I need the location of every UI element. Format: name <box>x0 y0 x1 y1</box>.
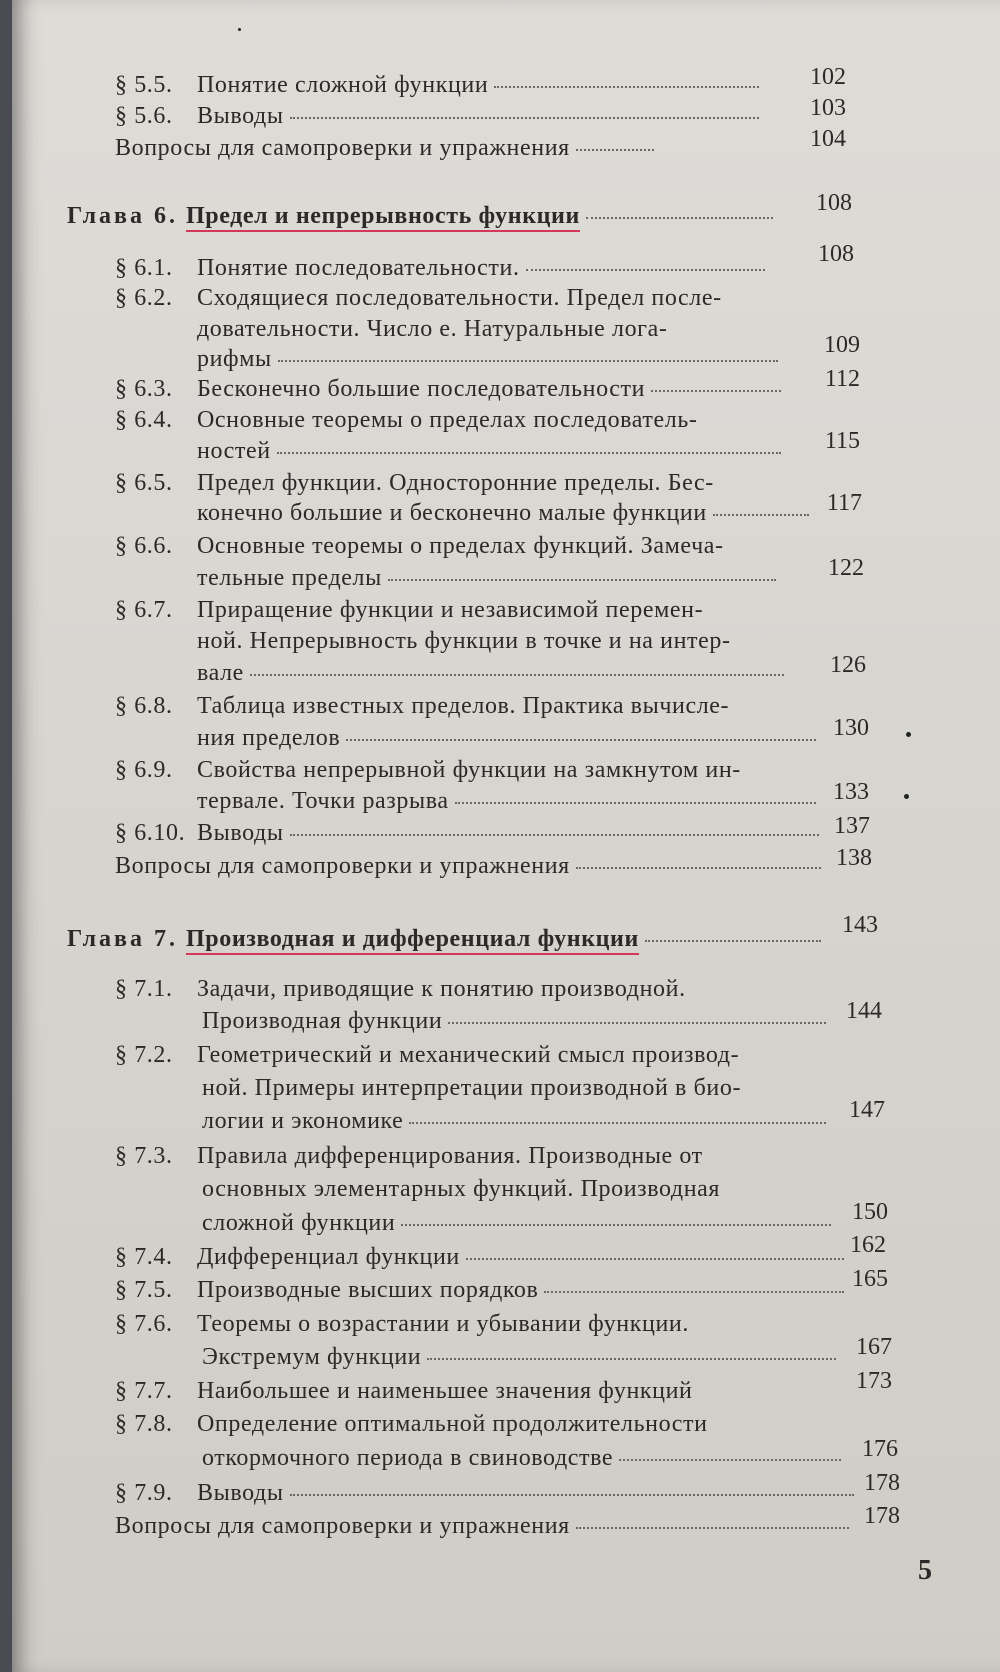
dot-leader <box>576 1527 849 1529</box>
toc-entry-7-3 <box>115 1143 852 1170</box>
entry-title-line: конечно большие и бесконечно малые функции <box>197 500 815 527</box>
dot-leader <box>494 86 759 88</box>
page-number: 147 <box>849 1097 885 1123</box>
page-number: 103 <box>810 95 846 121</box>
entry-title-line: откормочного периода в свиноводстве <box>202 1445 847 1472</box>
dot-leader <box>455 802 816 804</box>
entry-title: Определение оптимальной продолжительности <box>197 1411 708 1437</box>
toc-entry-7-1 <box>115 976 850 1003</box>
entry-title-line: рифмы <box>197 346 784 373</box>
entry-title: Вопросы для самопроверки и упражнения <box>115 853 570 879</box>
toc-entry-6-8 <box>115 693 795 720</box>
page-number: 137 <box>834 813 870 839</box>
toc-entry-6-10 <box>115 820 825 847</box>
entry-title-line: тельные пределы <box>197 565 782 592</box>
toc-entry-questions-7 <box>115 1513 855 1540</box>
ink-speck <box>906 732 911 737</box>
toc-entry-6-9 <box>115 757 797 784</box>
entry-title: Предел функции. Односторонние пределы. Бес- <box>197 470 714 496</box>
entry-title: Понятие последовательности. <box>197 255 520 281</box>
section-number: § 5.6. <box>115 103 173 129</box>
dot-leader <box>401 1224 831 1226</box>
page-number: 162 <box>850 1232 886 1258</box>
section-number: § 6.1. <box>115 255 173 281</box>
chapter-label: Глава 6. <box>67 203 178 229</box>
section-number: § 6.5. <box>115 470 173 496</box>
chapter-title: Предел и непрерывность функции <box>186 203 580 232</box>
entry-title-line: Производная функции <box>202 1008 832 1035</box>
section-number: § 7.7. <box>115 1378 173 1404</box>
page-number: 104 <box>810 126 846 152</box>
entry-title: Приращение функции и независимой перемен- <box>197 597 704 623</box>
page-number: 144 <box>846 998 882 1024</box>
dot-leader <box>586 217 773 219</box>
toc-entry-6-2 <box>115 285 787 312</box>
entry-title: Выводы <box>197 103 284 129</box>
entry-title: Сходящиеся последовательности. Предел после- <box>197 285 722 311</box>
section-number: § 6.9. <box>115 757 173 783</box>
entry-title: Вопросы для самопроверки и упражнения <box>115 135 570 161</box>
entry-title-line: ной. Примеры интерпретации производной в био- <box>202 1075 742 1101</box>
book-page <box>12 0 1000 1672</box>
section-number: § 7.4. <box>115 1244 173 1270</box>
entry-title: Понятие сложной функции <box>197 72 489 98</box>
page-number: 133 <box>833 779 869 805</box>
dot-leader <box>526 269 765 271</box>
section-number: § 7.3. <box>115 1143 173 1169</box>
page-number: 102 <box>810 64 846 90</box>
page-folio: 5 <box>918 1555 932 1586</box>
toc-entry-6-6 <box>115 533 787 560</box>
dot-leader <box>290 834 819 836</box>
section-number: § 7.5. <box>115 1277 173 1303</box>
page-number: 108 <box>816 190 852 216</box>
dot-leader <box>645 940 821 942</box>
dot-leader <box>409 1122 826 1124</box>
dot-leader <box>278 360 778 362</box>
chapter-label: Глава 7. <box>67 926 178 952</box>
ink-speck <box>904 794 909 799</box>
toc-entry-7-5 <box>115 1277 850 1304</box>
dot-leader <box>388 579 776 581</box>
entry-title-line: ния пределов <box>197 725 822 752</box>
page-number: 112 <box>824 366 860 392</box>
entry-title-line: довательности. Число е. Натуральные лога- <box>197 316 668 342</box>
section-number: § 7.6. <box>115 1311 173 1337</box>
section-number: § 5.5. <box>115 72 173 98</box>
page-number: 167 <box>856 1334 892 1360</box>
section-number: § 6.2. <box>115 285 173 311</box>
page-number: 138 <box>836 845 872 871</box>
entry-title: Дифференциал функции <box>197 1244 460 1270</box>
entry-title: Теоремы о возрастании и убывании функции. <box>197 1311 689 1337</box>
section-number: § 6.10. <box>115 820 186 846</box>
toc-entry-5-6 <box>115 103 765 130</box>
page-number: 173 <box>856 1368 892 1394</box>
toc-entry-7-2 <box>115 1042 850 1069</box>
entry-title-line: ностей <box>197 438 787 465</box>
dot-leader <box>619 1459 841 1461</box>
dot-leader <box>466 1258 844 1260</box>
entry-title: Таблица известных пределов. Практика вычисле- <box>197 693 730 719</box>
page-number: 108 <box>818 241 854 267</box>
page-number: 115 <box>824 428 860 454</box>
entry-title: Задачи, приводящие к понятию производной. <box>197 976 686 1002</box>
page-number: 178 <box>864 1503 900 1529</box>
dot-leader <box>544 1291 844 1293</box>
dot-leader <box>346 739 816 741</box>
entry-title: Бесконечно большие последовательности <box>197 376 646 402</box>
chapter-6-heading <box>67 203 779 232</box>
chapter-7-heading <box>67 926 827 955</box>
toc-entry-7-7 <box>115 1378 850 1405</box>
entry-title-line: вале <box>197 660 790 687</box>
section-number: § 7.1. <box>115 976 173 1002</box>
page-number: 178 <box>864 1470 900 1496</box>
entry-title-line: ной. Непрерывность функции в точке и на интер- <box>197 628 731 654</box>
dot-leader <box>576 149 654 151</box>
toc-entry-questions-5 <box>115 135 660 162</box>
entry-title: Свойства непрерывной функции на замкнутом ин- <box>197 757 741 783</box>
section-number: § 7.9. <box>115 1480 173 1506</box>
page-number: 176 <box>862 1436 898 1462</box>
toc-entry-6-5 <box>115 470 787 497</box>
toc-entry-6-7 <box>115 597 793 624</box>
table-of-contents <box>12 0 1000 1672</box>
entry-title: Основные теоремы о пределах последователь- <box>197 407 698 433</box>
dot-leader <box>290 117 759 119</box>
dot-leader <box>277 452 781 454</box>
toc-entry-7-6 <box>115 1311 855 1338</box>
toc-entry-5-5 <box>115 72 765 99</box>
page-number: 165 <box>852 1266 888 1292</box>
entry-title: Основные теоремы о пределах функций. Замеча- <box>197 533 724 559</box>
dot-leader <box>651 390 781 392</box>
page-number: 126 <box>830 652 866 678</box>
page-number: 150 <box>852 1199 888 1225</box>
toc-entry-questions-6 <box>115 853 827 880</box>
section-number: § 6.3. <box>115 376 173 402</box>
dot-leader <box>250 674 784 676</box>
entry-title: Вопросы для самопроверки и упражнения <box>115 1513 570 1539</box>
entry-title-line: логии и экономике <box>202 1108 832 1135</box>
toc-entry-7-4 <box>115 1244 850 1271</box>
entry-title: Правила дифференцирования. Производные от <box>197 1143 703 1169</box>
entry-title-line: тервале. Точки разрыва <box>197 788 822 815</box>
section-number: § 6.7. <box>115 597 173 623</box>
page-number: 122 <box>828 555 864 581</box>
page-number: 143 <box>842 912 878 938</box>
page-number: 117 <box>826 490 862 516</box>
section-number: § 6.8. <box>115 693 173 719</box>
chapter-title: Производная и дифференциал функции <box>186 926 639 955</box>
toc-entry-6-4 <box>115 407 787 434</box>
entry-title: Геометрический и механический смысл производ- <box>197 1042 740 1068</box>
entry-title: Выводы <box>197 820 284 846</box>
ink-speck <box>238 28 241 31</box>
toc-entry-6-1 <box>115 255 771 282</box>
dot-leader <box>427 1358 836 1360</box>
entry-title-line: основных элементарных функций. Производная <box>202 1176 721 1202</box>
entry-title: Производные высших порядков <box>197 1277 539 1303</box>
dot-leader <box>448 1022 826 1024</box>
dot-leader <box>290 1494 854 1496</box>
entry-title-line: сложной функции <box>202 1210 837 1237</box>
toc-entry-7-9 <box>115 1480 860 1507</box>
entry-title-line: Экстремум функции <box>202 1344 842 1371</box>
toc-entry-7-8 <box>115 1411 860 1438</box>
section-number: § 7.8. <box>115 1411 173 1437</box>
dot-leader <box>576 867 821 869</box>
entry-title: Выводы <box>197 1480 284 1506</box>
toc-entry-6-3 <box>115 376 787 403</box>
section-number: § 6.6. <box>115 533 173 559</box>
page-number: 130 <box>833 715 869 741</box>
section-number: § 7.2. <box>115 1042 173 1068</box>
section-number: § 6.4. <box>115 407 173 433</box>
page-number: 109 <box>824 332 860 358</box>
entry-title: Наибольшее и наименьшее значения функций <box>197 1378 693 1404</box>
